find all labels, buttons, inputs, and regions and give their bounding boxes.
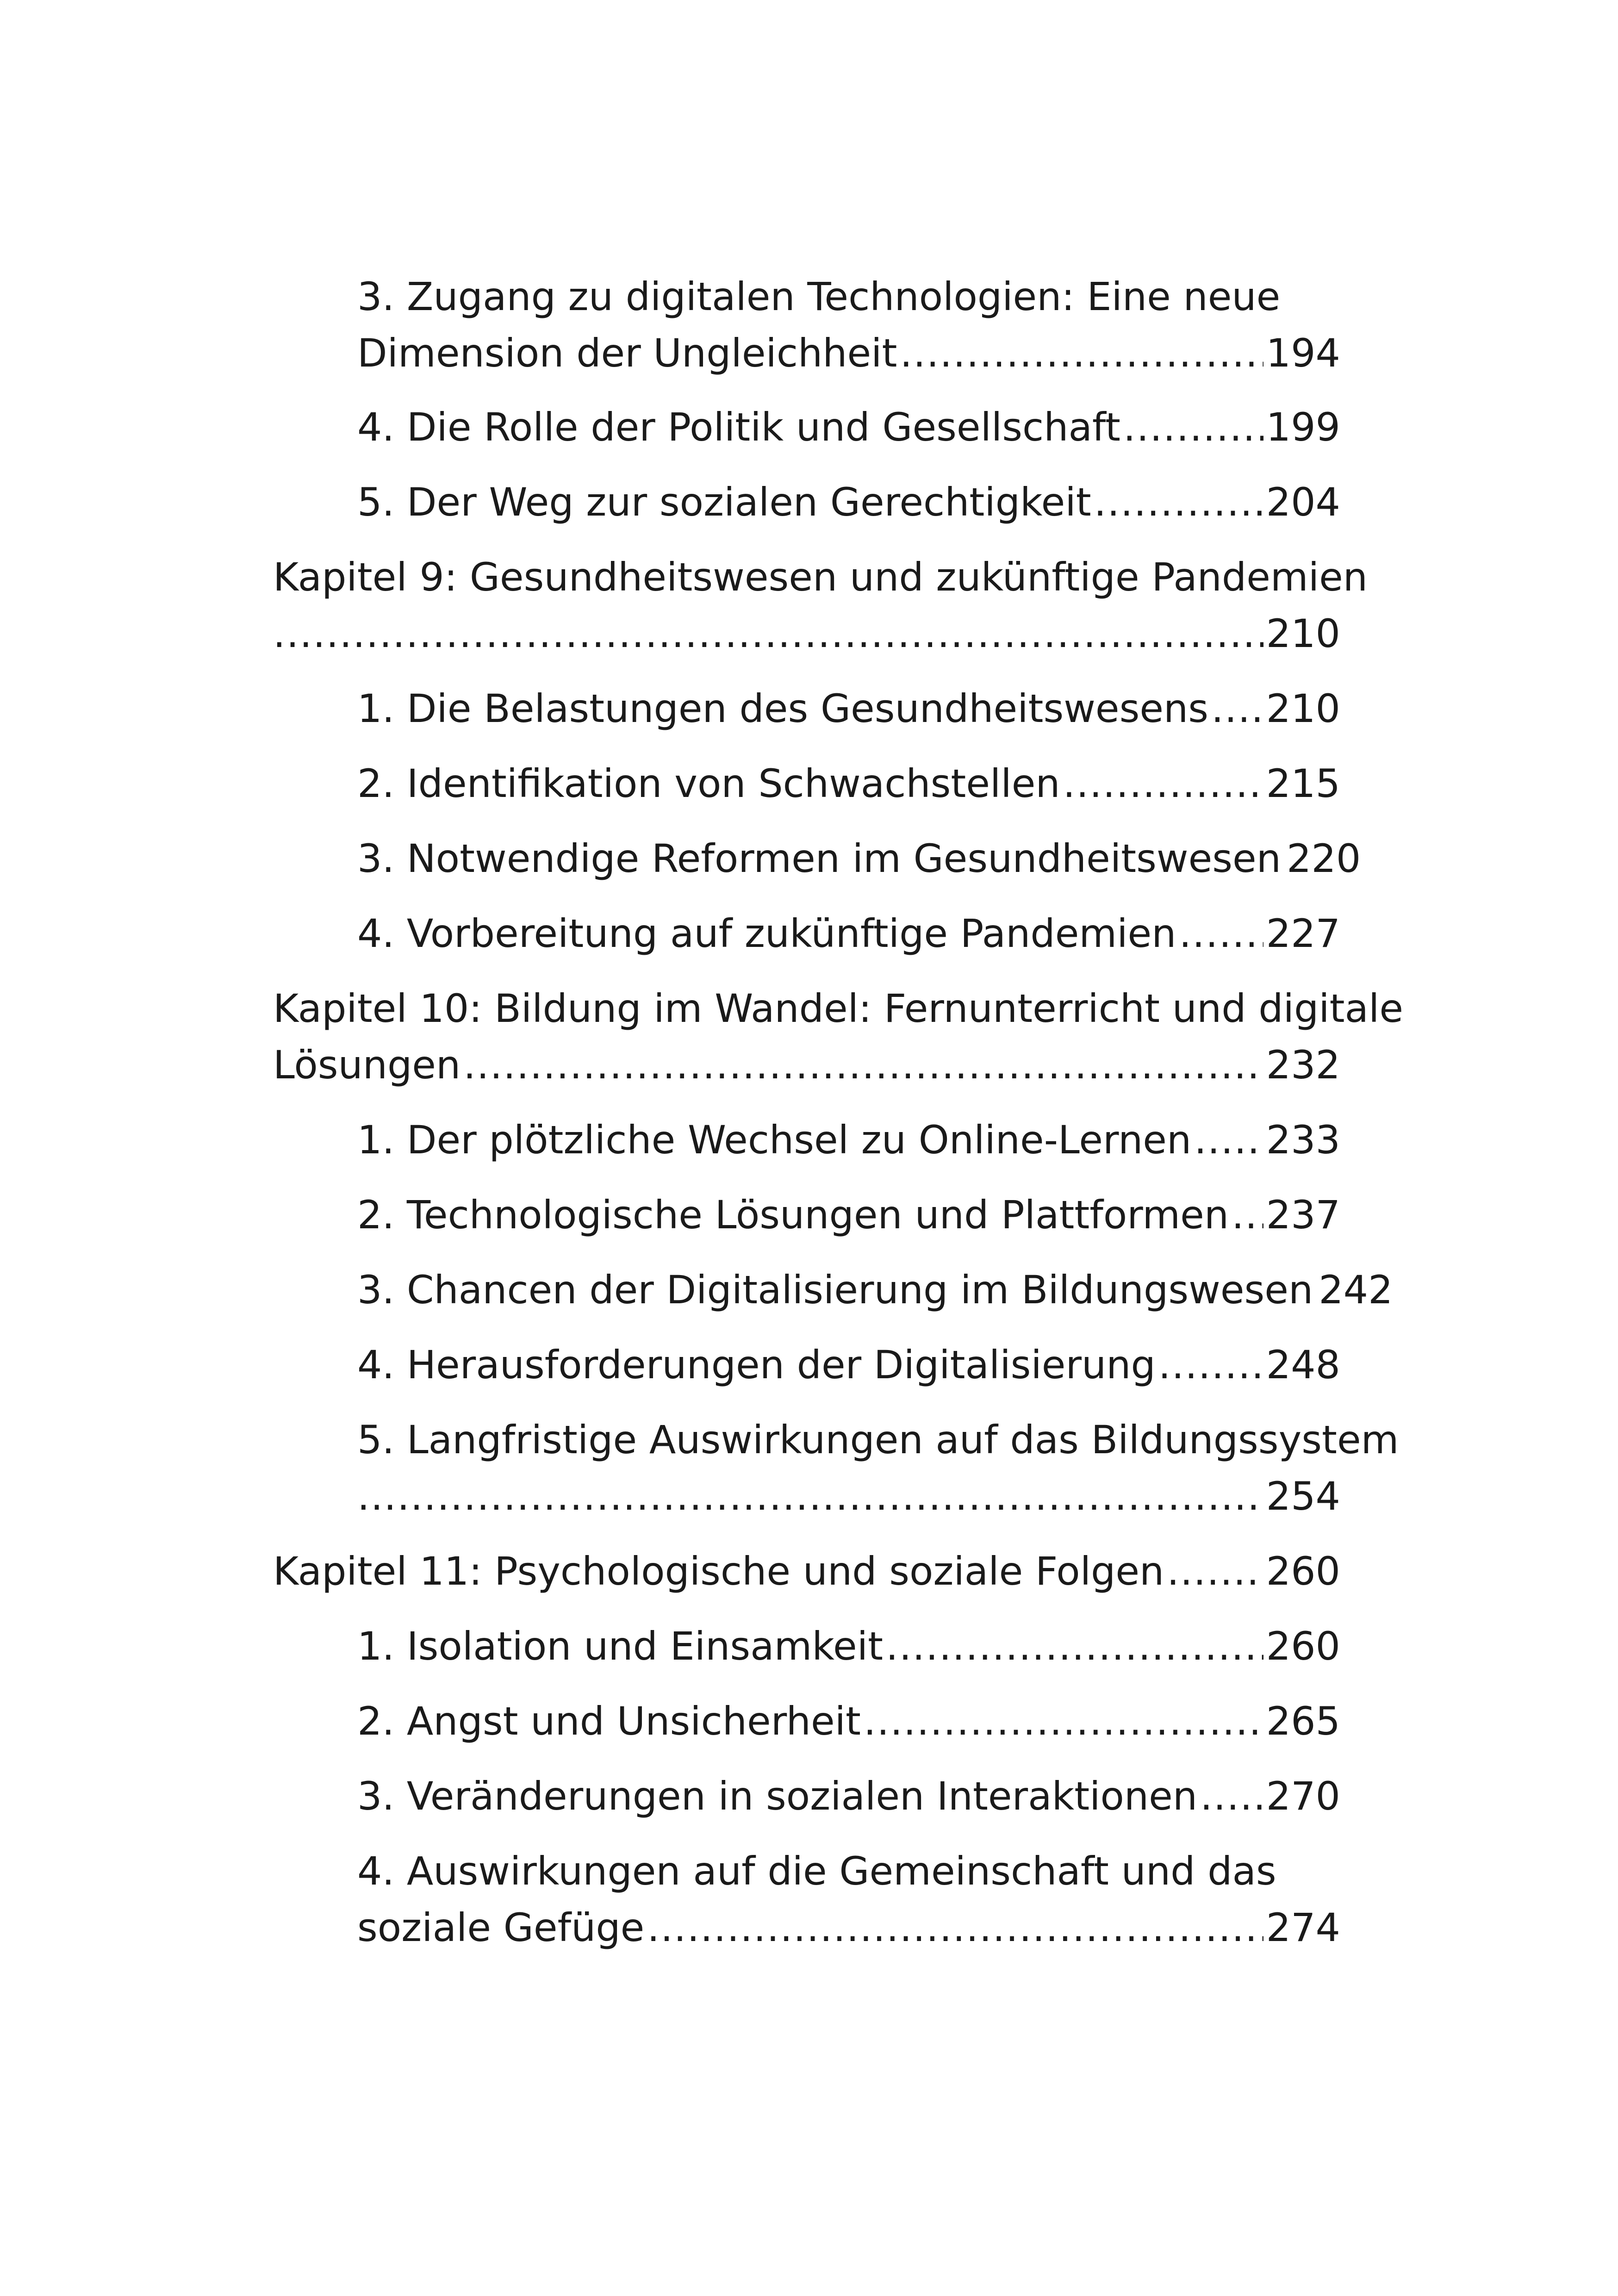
toc-entry-title-line: 2. Technologische Lösungen und Plattformen <box>357 1192 1229 1238</box>
toc-page-number: 220 <box>1286 836 1361 881</box>
dot-leader <box>886 1618 1263 1674</box>
dot-leader <box>864 1693 1263 1749</box>
toc-entry-title-line: 3. Chancen der Digitalisierung im Bildungswesen <box>357 1267 1313 1313</box>
toc-entry-title-line: soziale Gefüge <box>357 1905 645 1950</box>
toc-page-number: 204 <box>1266 479 1340 525</box>
toc-chapter-entry[interactable] <box>273 549 1368 662</box>
dot-leader <box>1123 399 1263 455</box>
toc-entry-title-line: 1. Isolation und Einsamkeit <box>357 1624 884 1669</box>
toc-entry-title-line: 2. Identifikation von Schwachstellen <box>357 761 1060 806</box>
toc-entry[interactable] <box>357 474 1340 530</box>
toc-entry-title-line: 1. Die Belastungen des Gesundheitswesens <box>357 686 1209 731</box>
toc-entry[interactable] <box>357 905 1340 962</box>
toc-entry-title-line: 2. Angst und Unsicherheit <box>357 1699 861 1744</box>
toc-page-number: 199 <box>1266 404 1340 450</box>
toc-entry[interactable] <box>357 830 1361 887</box>
toc-page-number: 227 <box>1266 911 1340 956</box>
toc-entry[interactable] <box>357 1187 1340 1243</box>
toc-page-number: 260 <box>1266 1624 1340 1669</box>
dot-leader <box>1194 1112 1263 1168</box>
toc-entry-title-line: 5. Der Weg zur sozialen Gerechtigkeit <box>357 479 1091 525</box>
dot-leader <box>463 1037 1263 1093</box>
toc-entry-title-line: 4. Vorbereitung auf zukünftige Pandemien <box>357 911 1176 956</box>
toc-entry[interactable] <box>357 1843 1340 1956</box>
toc-entry-title-line: Kapitel 9: Gesundheitswesen und zukünftige Pandemien <box>273 554 1368 600</box>
dot-leader <box>1232 1187 1263 1243</box>
toc-page-number: 233 <box>1266 1117 1340 1163</box>
toc-page-number: 265 <box>1266 1699 1340 1744</box>
dot-leader <box>1211 680 1263 737</box>
toc-page-number: 237 <box>1266 1192 1340 1238</box>
dot-leader <box>1167 1543 1263 1599</box>
toc-entry-title-line: 4. Auswirkungen auf die Gemeinschaft und das <box>357 1848 1276 1894</box>
toc-entry[interactable] <box>357 399 1340 455</box>
toc-entry[interactable] <box>357 680 1340 737</box>
toc-entry-title-line: Lösungen <box>273 1042 461 1088</box>
toc-entry[interactable] <box>357 1618 1340 1674</box>
toc-entry[interactable] <box>357 1768 1340 1824</box>
toc-entry[interactable] <box>357 1412 1399 1524</box>
toc-entry[interactable] <box>357 1337 1340 1393</box>
toc-page-number: 232 <box>1266 1042 1340 1088</box>
dot-leader <box>1200 1768 1263 1824</box>
toc-entry[interactable] <box>357 755 1340 812</box>
toc-page-number: 254 <box>1266 1474 1340 1519</box>
toc-page-number: 248 <box>1266 1342 1340 1388</box>
toc-entry[interactable] <box>357 1693 1340 1749</box>
toc-entry[interactable] <box>357 1262 1393 1318</box>
dot-leader <box>1179 905 1263 962</box>
toc-entry-title-line: 3. Notwendige Reformen im Gesundheitswesen <box>357 836 1281 881</box>
toc-entry-title-line: 4. Herausforderungen der Digitalisierung <box>357 1342 1156 1388</box>
toc-page-number: 194 <box>1266 330 1340 376</box>
toc-entry[interactable] <box>357 268 1340 381</box>
toc-entry-title-line: Dimension der Ungleichheit <box>357 330 897 376</box>
toc-entry-title-line: Kapitel 10: Bildung im Wandel: Fernunterricht und digitale <box>273 986 1404 1031</box>
toc-entry-title-line: 3. Veränderungen in sozialen Interaktionen <box>357 1773 1198 1819</box>
toc-entry-title-line: 1. Der plötzliche Wechsel zu Online-Lernen <box>357 1117 1192 1163</box>
toc-chapter-entry[interactable] <box>273 980 1404 1093</box>
dot-leader <box>647 1899 1263 1956</box>
toc-page-number: 210 <box>1266 686 1340 731</box>
toc-page-number: 215 <box>1266 761 1340 806</box>
dot-leader <box>1158 1337 1263 1393</box>
toc-page-number: 270 <box>1266 1773 1340 1819</box>
toc-entry[interactable] <box>357 1112 1340 1168</box>
dot-leader <box>357 1468 1263 1524</box>
toc-chapter-entry[interactable] <box>273 1543 1340 1599</box>
toc-entry-title-line: 3. Zugang zu digitalen Technologien: Eine neue <box>357 274 1281 319</box>
toc-entry-title-line: 4. Die Rolle der Politik und Gesellschaft <box>357 404 1120 450</box>
toc-entry-title-line: Kapitel 11: Psychologische und soziale Folgen <box>273 1549 1164 1594</box>
toc-entry-title-line: 5. Langfristige Auswirkungen auf das Bildungssystem <box>357 1417 1399 1462</box>
dot-leader <box>1094 474 1263 530</box>
toc-page-number: 242 <box>1319 1267 1393 1313</box>
dot-leader <box>1063 755 1263 812</box>
toc-page-number: 274 <box>1266 1905 1340 1950</box>
toc-page-number: 260 <box>1266 1549 1340 1594</box>
dot-leader <box>900 325 1263 381</box>
dot-leader <box>273 605 1263 662</box>
toc-page-number: 210 <box>1266 611 1340 656</box>
